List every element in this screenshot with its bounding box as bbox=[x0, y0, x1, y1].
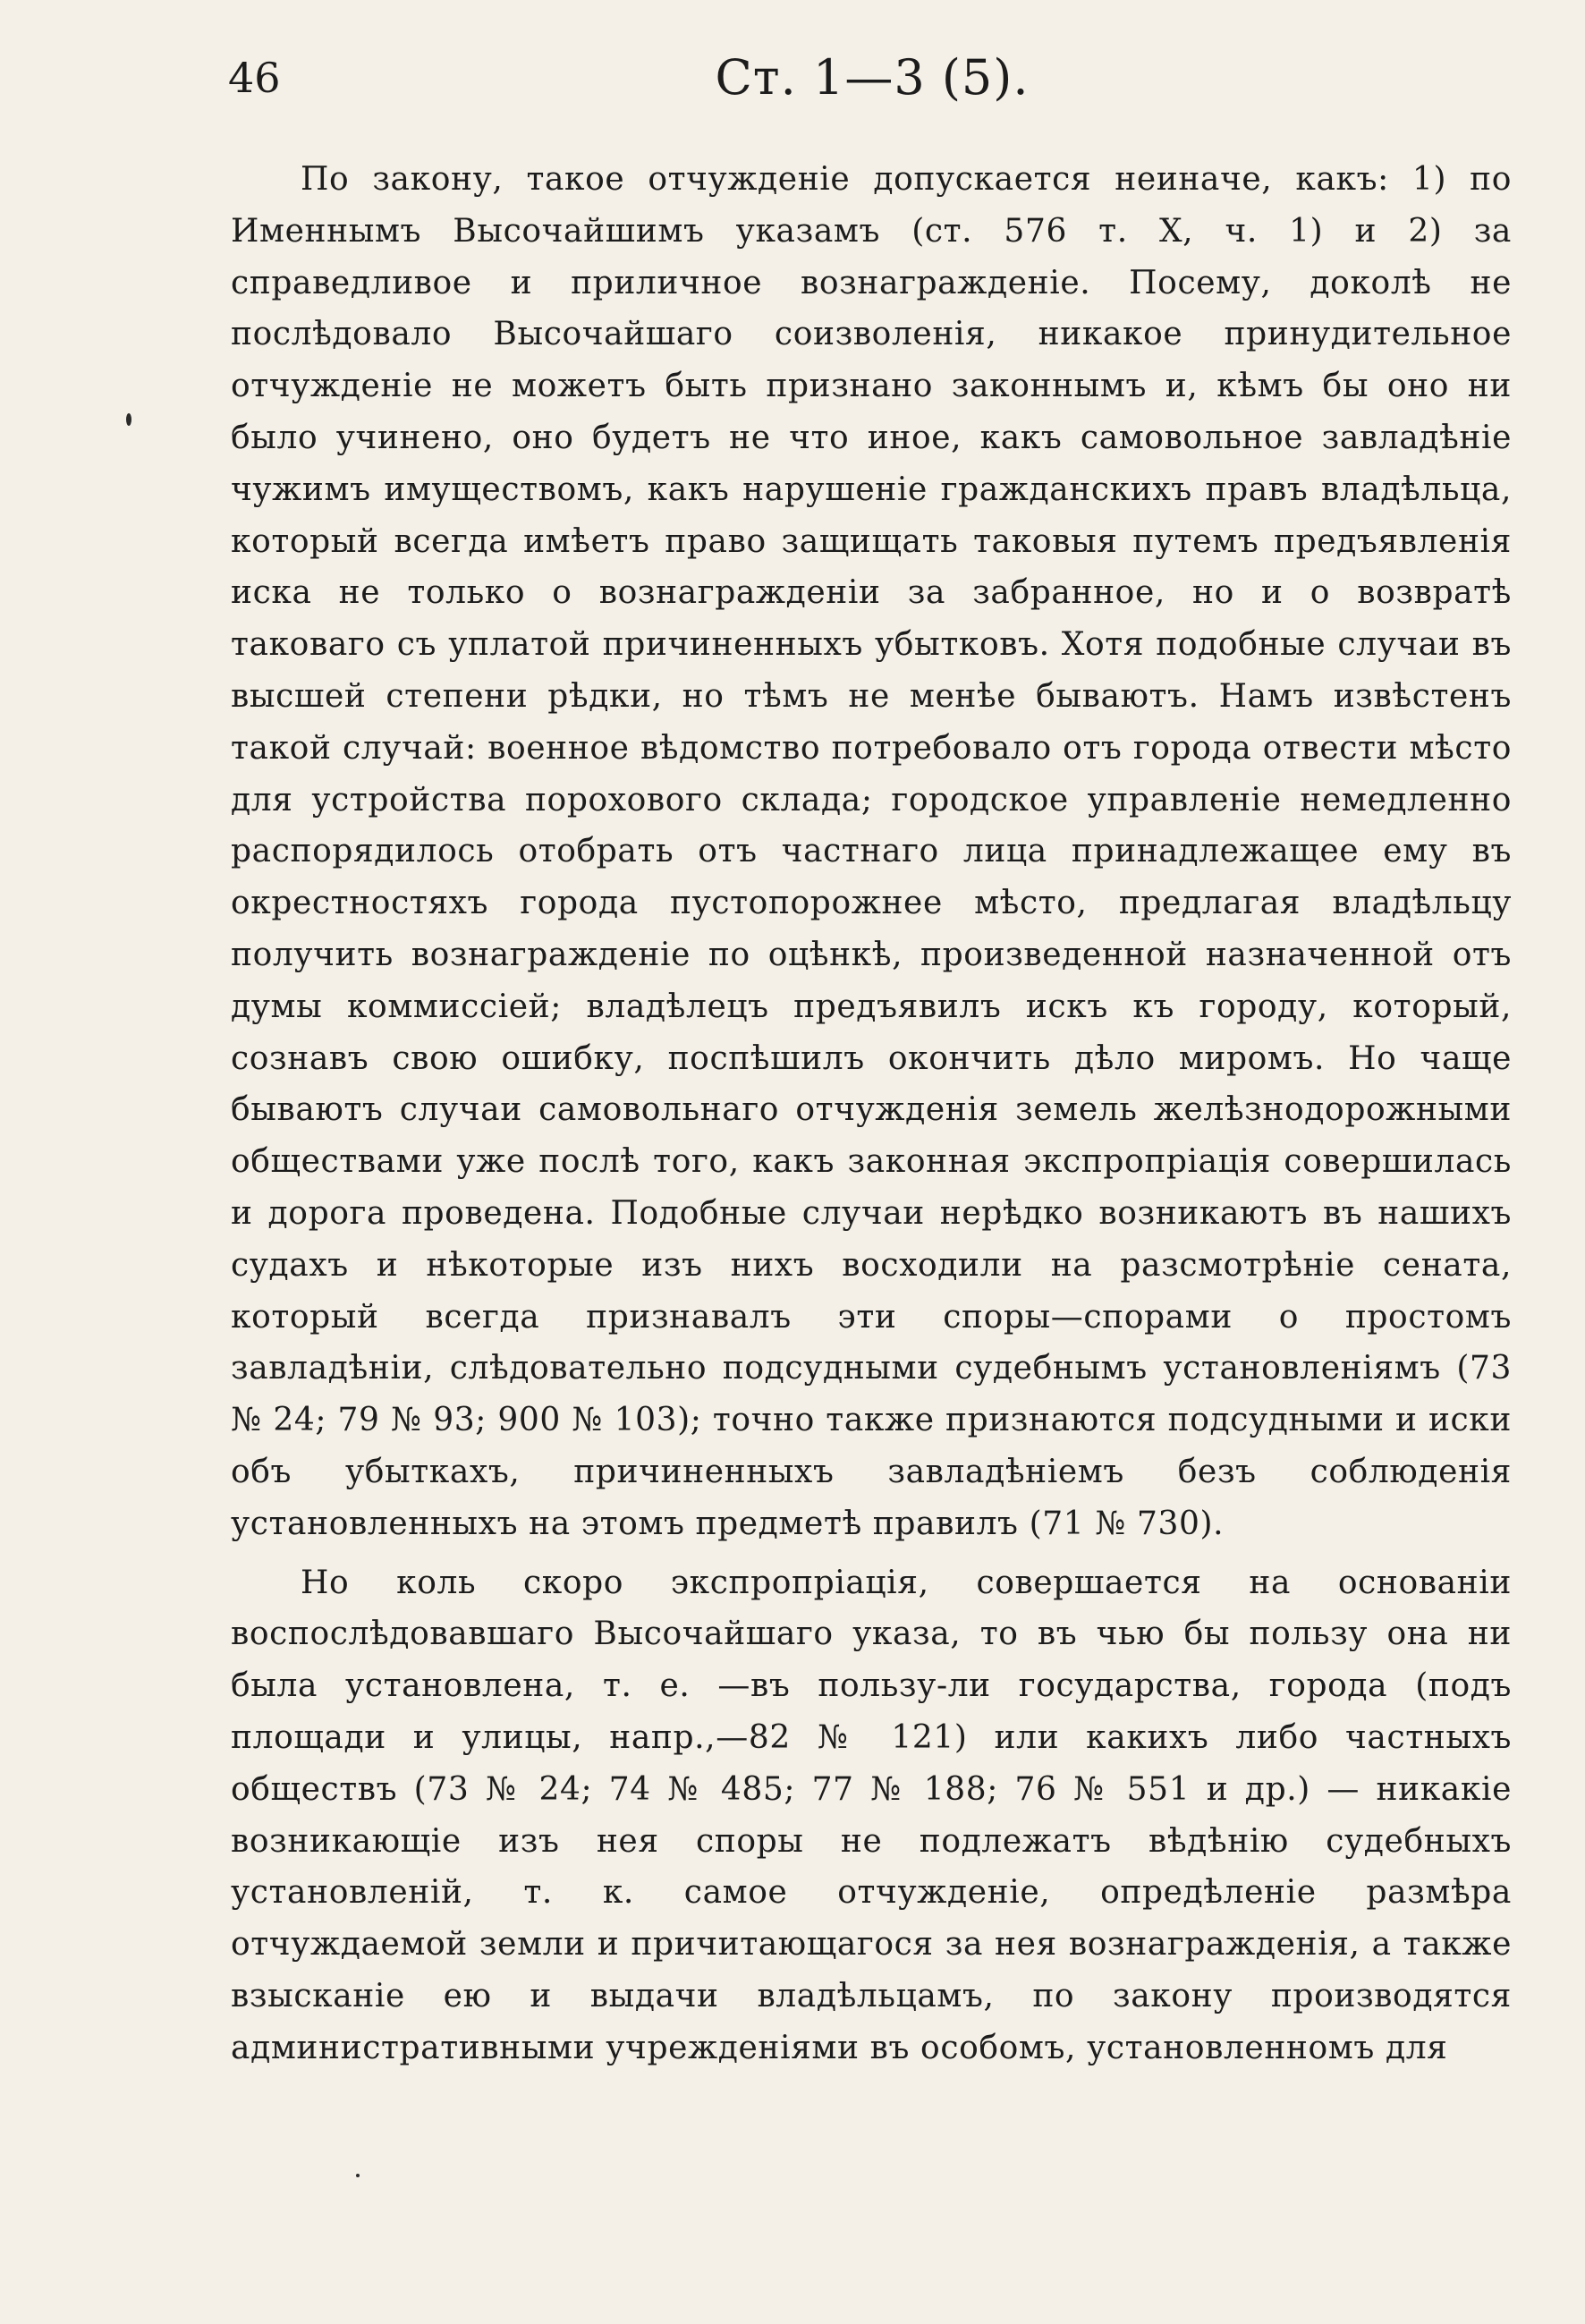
running-head-title: Ст. 1—3 (5). bbox=[715, 49, 1030, 106]
body-text bbox=[231, 154, 1512, 2074]
page-ink-speck bbox=[356, 2174, 360, 2177]
paragraph-1: По закону, такое отчужденіе допускается неиначе, какъ: 1) по Именнымъ Высочайшимъ указамъ (ст. 576 т. X, ч. 1) и 2) за справедливое и приличное вознагражденіе. Посему, доколѣ не послѣдовало Высочайшаго соизволенія, никакое принудительное отчужденіе не можетъ быть признано законнымъ и, кѣмъ бы оно ни было учинено, оно будетъ не что иное, какъ самовольное завладѣніе чужимъ имуществомъ, какъ нарушеніе гражданскихъ правъ владѣльца, который всегда имѣетъ право защищать таковыя путемъ предъявленія иска не только о вознагражденіи за забранное, но и о возвратѣ таковаго съ уплатой причиненныхъ убытковъ. Хотя подобные случаи въ высшей степени рѣдки, но тѣмъ не менѣе бываютъ. Намъ извѣстенъ такой случай: военное вѣдомство потребовало отъ города отвести мѣсто для устройства порохового склада; городское управленіе немедленно распорядилось отобрать отъ частнаго лица принадлежащее ему въ окрестностяхъ города пустопорожнее мѣсто, предлагая владѣльцу получить вознагражденіе по оцѣнкѣ, произведенной назначенной отъ думы коммиссіей; владѣлецъ предъявилъ искъ къ городу, который, сознавъ свою ошибку, поспѣшилъ окончить дѣло миромъ. Но чаще бываютъ случаи самовольнаго отчужденія земель желѣзнодорожными обществами уже послѣ того, какъ законная экспропріація совершилась и дорога проведена. Подобные случаи нерѣдко возникаютъ въ нашихъ судахъ и нѣкоторые изъ нихъ восходили на разсмотрѣніе сената, который всегда признавалъ эти споры—спорами о простомъ завладѣніи, слѣдовательно подсудными судебнымъ установленіямъ (73 № 24; 79 № 93; 900 № 103); точно также признаются подсудными и иски объ убыткахъ, причиненныхъ завладѣніемъ безъ соблюденія установленныхъ на этомъ предметѣ правилъ (71 № 730). bbox=[231, 161, 1512, 1542]
margin-ink-speck bbox=[126, 413, 131, 426]
paragraph-2: Но коль скоро экспропріація, совершается на основаніи воспослѣдовавшаго Высочайшаго указа, то въ чью бы пользу она ни была установлена, т. е. —въ пользу-ли государства, города (подъ площади и улицы, напр.,—82 № 121) или какихъ либо частныхъ обществъ (73 № 24; 74 № 485; 77 № 188; 76 № 551 и др.) — никакіе возникающіе изъ нея споры не подлежатъ вѣдѣнію судебныхъ установленій, т. к. самое отчужденіе, опредѣленіе размѣра отчуждаемой земли и причитающагося за нея вознагражденія, а также взысканіе ею и выдачи владѣльцамъ, по закону производятся административными учрежденіями въ особомъ, установленномъ для bbox=[231, 1564, 1512, 2066]
running-head bbox=[228, 47, 1516, 109]
page-number: 46 bbox=[228, 54, 281, 102]
